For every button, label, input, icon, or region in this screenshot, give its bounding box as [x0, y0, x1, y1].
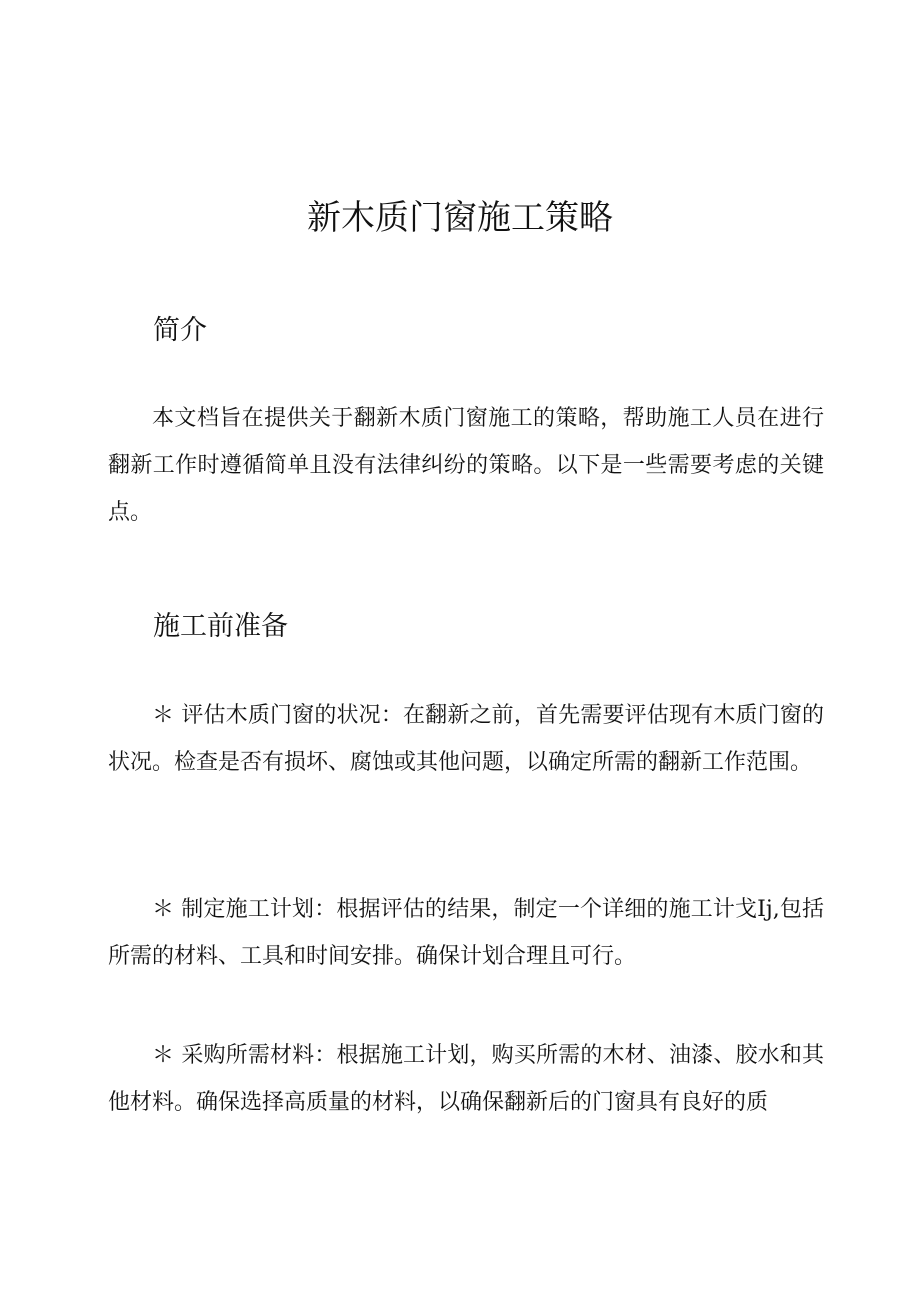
section-heading-intro: 简介: [153, 315, 207, 346]
document-title: 新木质门窗施工策略: [307, 198, 613, 238]
preparation-bullet-assess: ＊ 评估木质门窗的状况：在翻新之前，首先需要评估现有木质门窗的状况。检查是否有损坏、腐蚀或其他问题，以确定所需的翻新工作范围。: [108, 703, 824, 775]
section-heading-preparation: 施工前准备: [153, 611, 288, 642]
preparation-bullet-materials: ＊ 采购所需材料：根据施工计划，购买所需的木材、油漆、胶水和其他材料。确保选择高质量的材料，以确保翻新后的门窗具有良好的质: [108, 1043, 824, 1115]
preparation-bullet-plan: ＊ 制定施工计划：根据评估的结果，制定一个详细的施工计戈Ij,包括所需的材料、工具和时间安排。确保计划合理且可行。: [108, 897, 824, 969]
intro-paragraph: 本文档旨在提供关于翻新木质门窗施工的策略，帮助施工人员在进行翻新工作时遵循简单且没有法律纠纷的策略。以下是一些需要考虑的关键点。: [108, 406, 824, 525]
